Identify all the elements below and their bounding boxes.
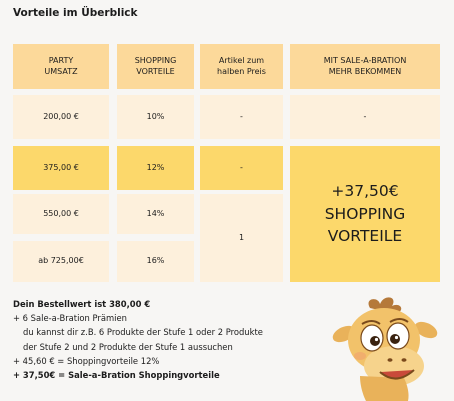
row2-halbpreis: - <box>200 146 283 190</box>
premium-example-2: der Stufe 2 und 2 Produkte der Stufe 1 aussuchen <box>23 341 233 352</box>
row4-umsatz: ab 725,00€ <box>13 241 109 282</box>
header-halber-preis: Artikel zum halben Preis <box>200 44 283 89</box>
row1-sab: - <box>290 95 440 139</box>
benefits-table <box>13 44 440 282</box>
row4-vorteile: 16% <box>117 241 194 282</box>
row1-umsatz: 200,00 € <box>13 95 109 139</box>
row3-umsatz: 550,00 € <box>13 194 109 234</box>
order-value: Dein Bestellwert ist 380,00 € <box>13 299 151 309</box>
row1-vorteile: 10% <box>117 95 194 139</box>
shopping-benefit: + 45,60 € = Shoppingvorteile 12% <box>13 355 160 366</box>
highlight-shopping-vorteile <box>290 146 440 282</box>
header-party-umsatz: PARTY UMSATZ <box>13 44 109 89</box>
row1-halbpreis: - <box>200 95 283 139</box>
highlight-line3: VORTEILE <box>327 227 403 246</box>
header-sale-a-bration: MIT SALE-A-BRATION MEHR BEKOMMEN <box>290 44 440 89</box>
highlight-amount: +37,50€ <box>331 182 399 201</box>
sab-shopping-benefit: + 37,50€ = Sale-a-Bration Shoppingvorteile <box>13 370 220 381</box>
row3-vorteile: 14% <box>117 194 194 234</box>
premium-count: + 6 Sale-a-Bration Prämien <box>13 313 127 324</box>
page-title: Vorteile im Überblick <box>13 7 138 19</box>
row2-umsatz: 375,00 € <box>13 146 109 190</box>
highlight-line2: SHOPPING <box>324 204 406 223</box>
header-shopping-vorteile: SHOPPING VORTEILE <box>117 44 194 89</box>
premium-example-1: du kannst dir z.B. 6 Produkte der Stufe 1 oder 2 Produkte <box>23 327 263 338</box>
camel-mascot-icon <box>326 294 442 401</box>
order-summary <box>13 297 263 382</box>
rows34-halbpreis: 1 <box>200 194 283 282</box>
row2-vorteile: 12% <box>117 146 194 190</box>
